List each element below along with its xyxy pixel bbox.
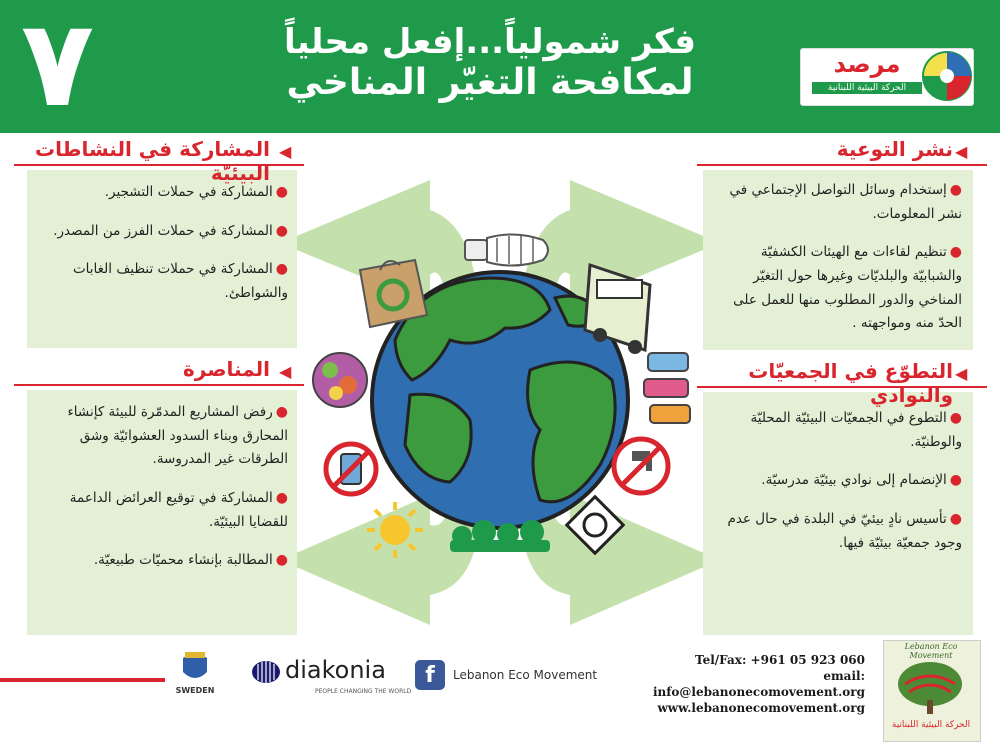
bullet-icon: ● (949, 510, 962, 527)
tel-fax: Tel/Fax: +961 05 923 060 (695, 653, 865, 667)
poster-number: ٧ (20, 0, 95, 134)
bullet-icon: ● (275, 222, 288, 239)
list-item: ●الإنضمام إلى نوادي بيئيّة مدرسيّة. (761, 472, 962, 489)
footer-accent-line (0, 678, 165, 682)
vegetables-icon (310, 345, 370, 415)
list-volunteering (714, 406, 962, 569)
facebook-icon[interactable]: f (415, 660, 445, 690)
divider (697, 164, 987, 166)
list-item: ●المشاركة في حملات الفرز من المصدر. (53, 222, 288, 239)
sweden-crest-icon (180, 650, 210, 684)
list-item: ●المشاركة في توقيع العرائض الداعمة للقضايا البيئيّة. (69, 489, 288, 530)
diakonia-logo-icon (250, 660, 282, 684)
list-item: ●المشاركة في حملات التشجير. (104, 184, 288, 200)
list-participation (40, 180, 288, 320)
email-address[interactable]: email: info@lebanonecomovement.org (652, 669, 865, 699)
bullet-icon: ● (949, 244, 962, 261)
badge-title: Lebanon Eco Movement (904, 642, 958, 660)
heading-awareness: نشر التوعية (836, 137, 953, 161)
bullet-icon: ● (949, 472, 962, 489)
list-item: ●التطوع في الجمعيّات البيئيّة المحليّة والوطنيّة. (750, 410, 962, 450)
list-item: ●تنظيم لقاءات مع الهيئات الكشفيّة والشبابيّة والبلديّات وغيرها حول التغيّر المناخي والدور المطلوب منها للعمل على الحدّ منه ومواجهته . (733, 244, 962, 332)
bullet-icon: ● (275, 489, 288, 506)
diakonia-tagline: PEOPLE CHANGING THE WORLD (315, 688, 412, 695)
bottles-icon (640, 345, 700, 435)
badge-tree-icon (895, 656, 965, 716)
list-advocacy (40, 400, 288, 587)
chevron-left-icon: ◀ (955, 142, 968, 161)
light-bulb-icon (465, 234, 548, 265)
title-line-2: لمكافحة التغيّر المناخي (286, 62, 694, 104)
website-link[interactable]: www.lebanonecomovement.org (657, 701, 865, 715)
bullet-icon: ● (275, 404, 288, 420)
heading-volunteering: التطوّع في الجمعيّات والنوادي (748, 359, 953, 407)
list-item: ●إستخدام وسائل التواصل الإجتماعي في نشر المعلومات. (729, 182, 962, 222)
diakonia-name: diakonia (285, 656, 386, 684)
page-title (230, 22, 750, 105)
chevron-left-icon: ◀ (955, 364, 968, 383)
logo-emblem-icon (922, 48, 972, 104)
facebook-page-link[interactable]: Lebanon Eco Movement (453, 668, 598, 682)
bullet-icon: ● (275, 184, 288, 200)
divider (14, 384, 304, 386)
title-line-1: فكر شمولياً...إفعل محلياً (283, 22, 697, 62)
sweden-label: SWEDEN (175, 686, 215, 695)
list-item: ●تأسيس نادٍ بيئيّ في البلدة في حال عدم وجود جمعيّة بيئيّة فيها. (727, 510, 962, 551)
chevron-left-icon: ◀ (279, 362, 292, 381)
heading-participation: المشاركة في النشاطات البيئيّة (35, 137, 270, 185)
no-disposable-plates-icon (565, 495, 625, 555)
recycle-bag-icon (360, 260, 427, 327)
bullet-icon: ● (949, 410, 962, 426)
contact-info (610, 652, 865, 716)
no-water-tap-icon (610, 435, 672, 497)
bullet-icon: ● (275, 552, 288, 569)
heading-advocacy: المناصرة (182, 357, 270, 381)
badge-subtitle: الحركة البيئية اللبنانية (891, 720, 971, 730)
list-awareness (714, 178, 962, 350)
list-item: ●المطالبة بإنشاء محميّات طبيعيّة. (93, 552, 288, 569)
chevron-left-icon: ◀ (279, 142, 292, 161)
logo-subtitle: الحركة البيئية اللبنانية (812, 82, 922, 94)
no-phone-icon (322, 440, 380, 498)
list-item: ●رفض المشاريع المدمّرة للبيئة كإنشاء المحارق وبناء السدود العشوائيّة وشق الطرقات غير المدروسة. (67, 404, 288, 468)
list-item: ●المشاركة في حملات تنظيف الغابات والشواطئ. (72, 261, 288, 301)
bullet-icon: ● (949, 182, 962, 198)
bullet-icon: ● (275, 261, 288, 278)
sun-icon (360, 500, 430, 560)
logo-name: مرصد (833, 50, 901, 78)
